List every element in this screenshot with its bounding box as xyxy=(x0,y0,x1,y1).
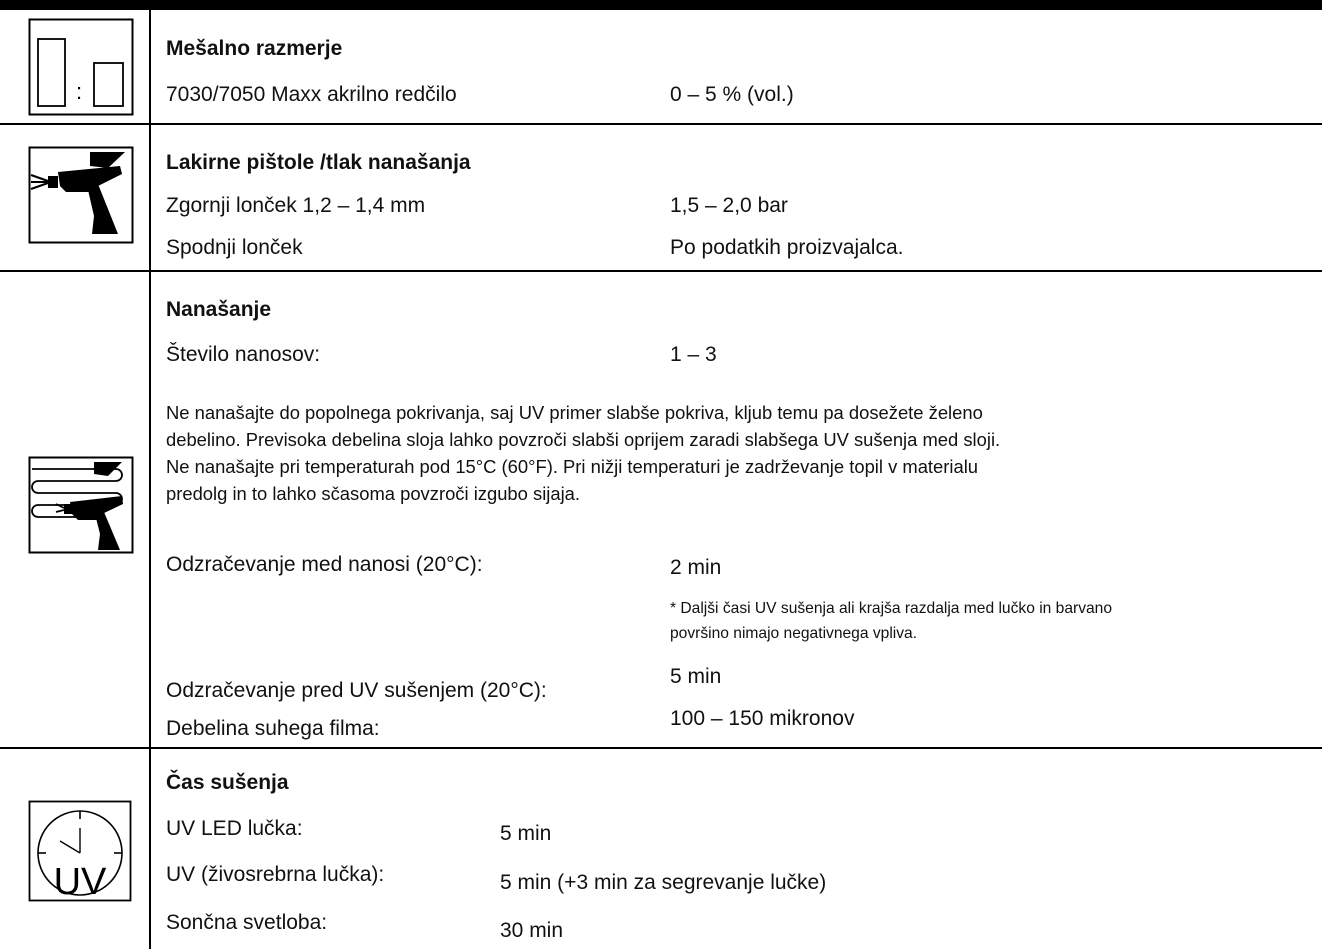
bottom-cup-value: Po podatkih proizvajalca. xyxy=(670,236,904,259)
paragraph-line: Ne nanašajte pri temperaturah pod 15°C (60°F). Pri nižji temperaturi je zadrževanje topil v materialu xyxy=(166,456,979,477)
spray-application-icon xyxy=(28,456,134,554)
flash-before-uv-label: Odzračevanje pred UV sušenjem (20°C): xyxy=(166,679,547,702)
sunlight-value: 30 min xyxy=(500,919,564,942)
application-title: Nanašanje xyxy=(166,298,272,321)
footnote-line: * Daljši časi UV sušenja ali krajša razdalja med lučko in barvano xyxy=(670,600,1113,617)
mixing-ratio-title: Mešalno razmerje xyxy=(166,37,343,60)
sunlight-label: Sončna svetloba: xyxy=(166,911,328,934)
top-cup-label: Zgornji lonček 1,2 – 1,4 mm xyxy=(166,194,426,217)
dry-film-label: Debelina suhega filma: xyxy=(166,717,380,740)
dry-film-value: 100 – 150 mikronov xyxy=(670,707,855,730)
uv-led-label: UV LED lučka: xyxy=(166,817,303,840)
paragraph-line: predolg in to lahko sčasoma povzroči izgubo sijaja. xyxy=(166,483,581,504)
thinner-value: 0 – 5 % (vol.) xyxy=(670,83,794,106)
row-divider xyxy=(0,747,1322,749)
drying-time-title: Čas sušenja xyxy=(166,771,289,794)
ratio-colon: : xyxy=(75,79,83,104)
column-divider xyxy=(149,10,151,949)
mixing-ratio-icon xyxy=(28,18,134,116)
coats-label: Število nanosov: xyxy=(166,343,321,366)
coats-value: 1 – 3 xyxy=(670,343,717,366)
flash-before-uv-value: 5 min xyxy=(670,665,722,688)
uv-clock-icon xyxy=(28,800,132,902)
top-cup-value: 1,5 – 2,0 bar xyxy=(670,194,788,217)
paragraph-line: debelino. Previsoka debelina sloja lahko povzroči slabši oprijem zaradi slabšega UV sušenja med sloji. xyxy=(166,429,1001,450)
row-divider xyxy=(0,123,1322,125)
spray-gun-title: Lakirne pištole /tlak nanašanja xyxy=(166,151,471,174)
footnote xyxy=(670,596,1310,646)
uv-mercury-value: 5 min (+3 min za segrevanje lučke) xyxy=(500,871,827,894)
bottom-cup-label: Spodnji lonček xyxy=(166,236,303,259)
top-border xyxy=(0,0,1322,10)
row-divider xyxy=(0,270,1322,272)
flash-between-value: 2 min xyxy=(670,556,722,579)
uv-led-value: 5 min xyxy=(500,822,552,845)
spray-gun-icon xyxy=(28,146,134,244)
thinner-label: 7030/7050 Maxx akrilno redčilo xyxy=(166,83,457,106)
uv-mercury-label: UV (živosrebrna lučka): xyxy=(166,863,385,886)
paragraph-line: Ne nanašajte do popolnega pokrivanja, saj UV primer slabše pokriva, kljub temu pa dosežete želeno xyxy=(166,402,983,423)
application-paragraph xyxy=(166,399,1306,507)
flash-between-label: Odzračevanje med nanosi (20°C): xyxy=(166,553,483,576)
uv-label: UV xyxy=(53,861,107,902)
footnote-line: površino nimajo negativnega vpliva. xyxy=(670,625,918,642)
